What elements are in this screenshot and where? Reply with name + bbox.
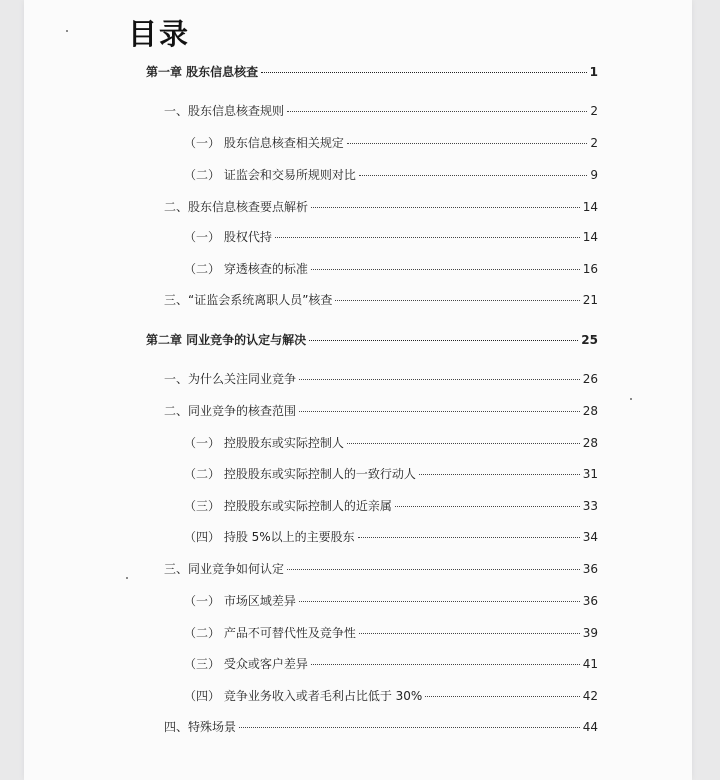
entry-label: （三） 控股股东或实际控制人的近亲属 — [184, 499, 392, 513]
entry-page-number: 2 — [590, 104, 598, 118]
dot-leader — [287, 569, 580, 570]
toc-entry-section[interactable] — [164, 103, 598, 119]
dot-leader — [311, 664, 580, 665]
entry-page-number: 34 — [582, 530, 598, 544]
dot-leader — [347, 143, 588, 144]
entry-page-number: 28 — [582, 404, 598, 418]
entry-page-number: 21 — [582, 293, 598, 307]
entry-label: 第二章 同业竞争的认定与解决 — [146, 333, 307, 347]
entry-label: 一、股东信息核查规则 — [164, 104, 285, 118]
entry-page-number: 25 — [581, 333, 598, 347]
entry-page-number: 44 — [582, 720, 598, 734]
toc-entry-chapter[interactable] — [146, 332, 598, 348]
toc-entry-subsection[interactable] — [184, 593, 598, 609]
entry-page-number: 41 — [582, 657, 598, 671]
entry-page-number: 14 — [582, 200, 598, 214]
dot-leader — [299, 601, 580, 602]
entry-page-number: 36 — [582, 594, 598, 608]
toc-entry-section[interactable] — [164, 292, 598, 308]
dot-leader — [395, 506, 580, 507]
dot-leader — [359, 633, 580, 634]
entry-label: 三、同业竞争如何认定 — [164, 562, 285, 576]
entry-label: （二） 证监会和交易所规则对比 — [184, 168, 356, 182]
dot-leader — [299, 379, 580, 380]
toc-entry-subsection[interactable] — [184, 625, 598, 641]
toc-entry-section[interactable] — [164, 199, 598, 215]
entry-label: （一） 市场区域差异 — [184, 594, 296, 608]
toc-entry-subsection[interactable] — [184, 656, 598, 672]
toc-entry-subsection[interactable] — [184, 167, 598, 183]
entry-label: 三、“证监会系统离职人员”核查 — [164, 293, 333, 307]
entry-page-number: 33 — [582, 499, 598, 513]
dot-leader — [261, 72, 586, 73]
dot-leader — [311, 269, 580, 270]
entry-page-number: 42 — [582, 689, 598, 703]
entry-page-number: 9 — [590, 168, 598, 182]
entry-page-number: 2 — [590, 136, 598, 150]
toc-entry-section[interactable] — [164, 561, 598, 577]
entry-page-number: 39 — [582, 626, 598, 640]
toc-entry-chapter[interactable] — [146, 64, 598, 80]
entry-page-number: 16 — [582, 262, 598, 276]
entry-label: （二） 产品不可替代性及竞争性 — [184, 626, 356, 640]
entry-label: 二、同业竞争的核查范围 — [164, 404, 297, 418]
toc-entry-subsection[interactable] — [184, 261, 598, 277]
dot-leader — [359, 175, 588, 176]
entry-label: 四、特殊场景 — [164, 720, 237, 734]
dot-leader — [311, 207, 580, 208]
document-page — [24, 0, 692, 780]
entry-label: （一） 控股股东或实际控制人 — [184, 436, 344, 450]
dot-leader — [419, 474, 580, 475]
toc-entry-subsection[interactable] — [184, 498, 598, 514]
entry-page-number: 1 — [589, 65, 598, 79]
toc-title: 目录 — [128, 17, 191, 51]
entry-page-number: 14 — [582, 230, 598, 244]
toc-entry-subsection[interactable] — [184, 688, 598, 704]
entry-label: （一） 股权代持 — [184, 230, 272, 244]
dot-leader — [287, 111, 587, 112]
dot-leader — [358, 537, 580, 538]
toc-list — [24, 0, 692, 780]
toc-entry-section[interactable] — [164, 403, 598, 419]
dot-leader — [275, 237, 580, 238]
entry-page-number: 28 — [582, 436, 598, 450]
entry-label: 一、为什么关注同业竞争 — [164, 372, 297, 386]
dot-leader — [347, 443, 580, 444]
entry-label: 第一章 股东信息核查 — [146, 65, 259, 79]
dot-leader — [425, 696, 579, 697]
entry-label: （二） 穿透核查的标准 — [184, 262, 308, 276]
toc-entry-subsection[interactable] — [184, 229, 598, 245]
entry-label: （四） 持股 5%以上的主要股东 — [184, 530, 355, 544]
toc-entry-subsection[interactable] — [184, 466, 598, 482]
dot-leader — [309, 340, 578, 341]
entry-label: （一） 股东信息核查相关规定 — [184, 136, 344, 150]
dot-leader — [335, 300, 579, 301]
dot-leader — [239, 727, 580, 728]
entry-label: 二、股东信息核查要点解析 — [164, 200, 309, 214]
entry-page-number: 31 — [582, 467, 598, 481]
toc-entry-subsection[interactable] — [184, 135, 598, 151]
entry-label: （二） 控股股东或实际控制人的一致行动人 — [184, 467, 416, 481]
entry-page-number: 26 — [582, 372, 598, 386]
toc-entry-section[interactable] — [164, 371, 598, 387]
entry-label: （四） 竞争业务收入或者毛利占比低于 30% — [184, 689, 423, 703]
entry-page-number: 36 — [582, 562, 598, 576]
toc-entry-subsection[interactable] — [184, 435, 598, 451]
toc-entry-section[interactable] — [164, 719, 598, 735]
entry-label: （三） 受众或客户差异 — [184, 657, 308, 671]
dot-leader — [299, 411, 580, 412]
toc-entry-subsection[interactable] — [184, 529, 598, 545]
